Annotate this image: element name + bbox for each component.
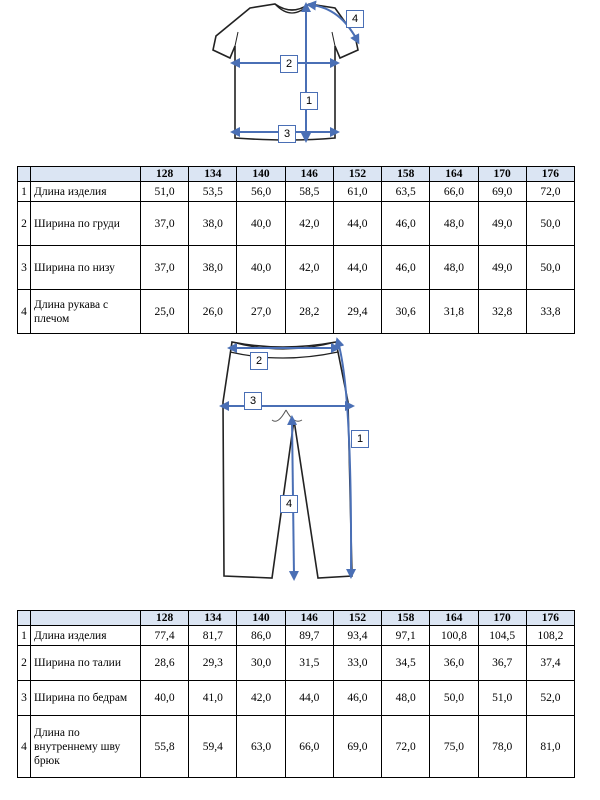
measurement-value: 38,0 [189, 202, 237, 246]
pants-size-table [17, 610, 575, 778]
tshirt-illustration [195, 0, 370, 150]
pants-illustration [210, 330, 380, 585]
table-row [18, 246, 575, 290]
size-header-row [18, 167, 575, 182]
size-header-cell: 152 [333, 611, 381, 626]
row-number: 1 [18, 182, 31, 202]
measurement-value: 40,0 [237, 202, 285, 246]
tshirt-label-3: 3 [278, 125, 296, 143]
measurement-value: 50,0 [526, 202, 574, 246]
size-header-cell: 152 [333, 167, 381, 182]
measurement-value: 49,0 [478, 246, 526, 290]
measurement-name: Длина по внутреннему шву брюк [31, 716, 141, 778]
size-header-cell: 134 [189, 167, 237, 182]
size-header-cell: 146 [285, 167, 333, 182]
row-number: 4 [18, 290, 31, 334]
header-blank-cell [18, 167, 31, 182]
measurement-value: 40,0 [237, 246, 285, 290]
measurement-value: 42,0 [237, 681, 285, 716]
measurement-value: 72,0 [382, 716, 430, 778]
table-row [18, 716, 575, 778]
size-header-cell: 140 [237, 167, 285, 182]
measurement-value: 81,7 [189, 626, 237, 646]
row-number: 3 [18, 246, 31, 290]
measurement-value: 46,0 [382, 246, 430, 290]
table-row [18, 681, 575, 716]
measurement-value: 44,0 [333, 202, 381, 246]
tshirt-label-4: 4 [346, 10, 364, 28]
measurement-value: 93,4 [333, 626, 381, 646]
measurement-value: 29,4 [333, 290, 381, 334]
measurement-value: 36,0 [430, 646, 478, 681]
row-number: 2 [18, 646, 31, 681]
measurement-value: 29,3 [189, 646, 237, 681]
measurement-value: 31,8 [430, 290, 478, 334]
measurement-value: 59,4 [189, 716, 237, 778]
measurement-value: 51,0 [141, 182, 189, 202]
measurement-value: 44,0 [285, 681, 333, 716]
measurement-value: 27,0 [237, 290, 285, 334]
measurement-value: 58,5 [285, 182, 333, 202]
measurement-value: 30,6 [382, 290, 430, 334]
measurement-value: 51,0 [478, 681, 526, 716]
pants-label-3: 3 [244, 392, 262, 410]
measurement-value: 42,0 [285, 202, 333, 246]
measurement-name: Длина рукава с плечом [31, 290, 141, 334]
measurement-value: 46,0 [382, 202, 430, 246]
size-header-cell: 176 [526, 611, 574, 626]
measurement-value: 52,0 [526, 681, 574, 716]
measurement-value: 78,0 [478, 716, 526, 778]
measurement-value: 33,8 [526, 290, 574, 334]
measurement-value: 40,0 [141, 681, 189, 716]
measurement-value: 55,8 [141, 716, 189, 778]
measurement-value: 34,5 [382, 646, 430, 681]
pants-drawing [210, 330, 380, 585]
size-header-cell: 158 [382, 611, 430, 626]
measurement-value: 100,8 [430, 626, 478, 646]
measurement-value: 49,0 [478, 202, 526, 246]
row-number: 3 [18, 681, 31, 716]
measurement-value: 28,6 [141, 646, 189, 681]
row-number: 1 [18, 626, 31, 646]
measurement-value: 63,0 [237, 716, 285, 778]
pants-label-4: 4 [280, 495, 298, 513]
size-header-cell: 164 [430, 167, 478, 182]
measurement-value: 61,0 [333, 182, 381, 202]
measurement-value: 48,0 [430, 246, 478, 290]
size-header-cell: 164 [430, 611, 478, 626]
measurement-name: Ширина по груди [31, 202, 141, 246]
measurement-value: 86,0 [237, 626, 285, 646]
row-number: 2 [18, 202, 31, 246]
measurement-value: 37,0 [141, 202, 189, 246]
measurement-value: 37,0 [141, 246, 189, 290]
size-header-cell: 146 [285, 611, 333, 626]
measurement-value: 72,0 [526, 182, 574, 202]
measurement-value: 53,5 [189, 182, 237, 202]
measurement-name: Длина изделия [31, 182, 141, 202]
measurement-value: 89,7 [285, 626, 333, 646]
measurement-name: Ширина по талии [31, 646, 141, 681]
tshirt-label-2: 2 [280, 55, 298, 73]
measurement-value: 33,0 [333, 646, 381, 681]
table-row [18, 626, 575, 646]
measurement-value: 66,0 [430, 182, 478, 202]
header-blank-cell [31, 611, 141, 626]
pants-label-1: 1 [351, 430, 369, 448]
measurement-value: 42,0 [285, 246, 333, 290]
measurement-value: 25,0 [141, 290, 189, 334]
measurement-value: 75,0 [430, 716, 478, 778]
measurement-value: 28,2 [285, 290, 333, 334]
measurement-value: 48,0 [430, 202, 478, 246]
measurement-value: 41,0 [189, 681, 237, 716]
size-header-cell: 140 [237, 611, 285, 626]
measurement-value: 44,0 [333, 246, 381, 290]
size-header-cell: 158 [382, 167, 430, 182]
measurement-value: 48,0 [382, 681, 430, 716]
measurement-value: 32,8 [478, 290, 526, 334]
measurement-value: 66,0 [285, 716, 333, 778]
measurement-value: 46,0 [333, 681, 381, 716]
size-header-cell: 128 [141, 167, 189, 182]
size-header-cell: 134 [189, 611, 237, 626]
measurement-value: 37,4 [526, 646, 574, 681]
measurement-value: 81,0 [526, 716, 574, 778]
measurement-value: 38,0 [189, 246, 237, 290]
measurement-value: 69,0 [478, 182, 526, 202]
measurement-value: 108,2 [526, 626, 574, 646]
measurement-value: 50,0 [526, 246, 574, 290]
size-header-cell: 128 [141, 611, 189, 626]
pants-label-2: 2 [250, 352, 268, 370]
header-blank-cell [18, 611, 31, 626]
table-row [18, 202, 575, 246]
measurement-value: 26,0 [189, 290, 237, 334]
table-row [18, 646, 575, 681]
measurement-value: 30,0 [237, 646, 285, 681]
measurement-value: 56,0 [237, 182, 285, 202]
table-row [18, 290, 575, 334]
row-number: 4 [18, 716, 31, 778]
measurement-value: 31,5 [285, 646, 333, 681]
size-header-row [18, 611, 575, 626]
measurement-value: 36,7 [478, 646, 526, 681]
measurement-value: 104,5 [478, 626, 526, 646]
measurement-value: 63,5 [382, 182, 430, 202]
table-row [18, 182, 575, 202]
size-header-cell: 170 [478, 167, 526, 182]
size-header-cell: 170 [478, 611, 526, 626]
tshirt-label-1: 1 [300, 92, 318, 110]
tshirt-size-table [17, 166, 575, 334]
size-header-cell: 176 [526, 167, 574, 182]
measurement-name: Ширина по бедрам [31, 681, 141, 716]
measurement-value: 77,4 [141, 626, 189, 646]
measurement-name: Ширина по низу [31, 246, 141, 290]
measurement-value: 69,0 [333, 716, 381, 778]
measurement-name: Длина изделия [31, 626, 141, 646]
measurement-value: 97,1 [382, 626, 430, 646]
measurement-value: 50,0 [430, 681, 478, 716]
header-blank-cell [31, 167, 141, 182]
